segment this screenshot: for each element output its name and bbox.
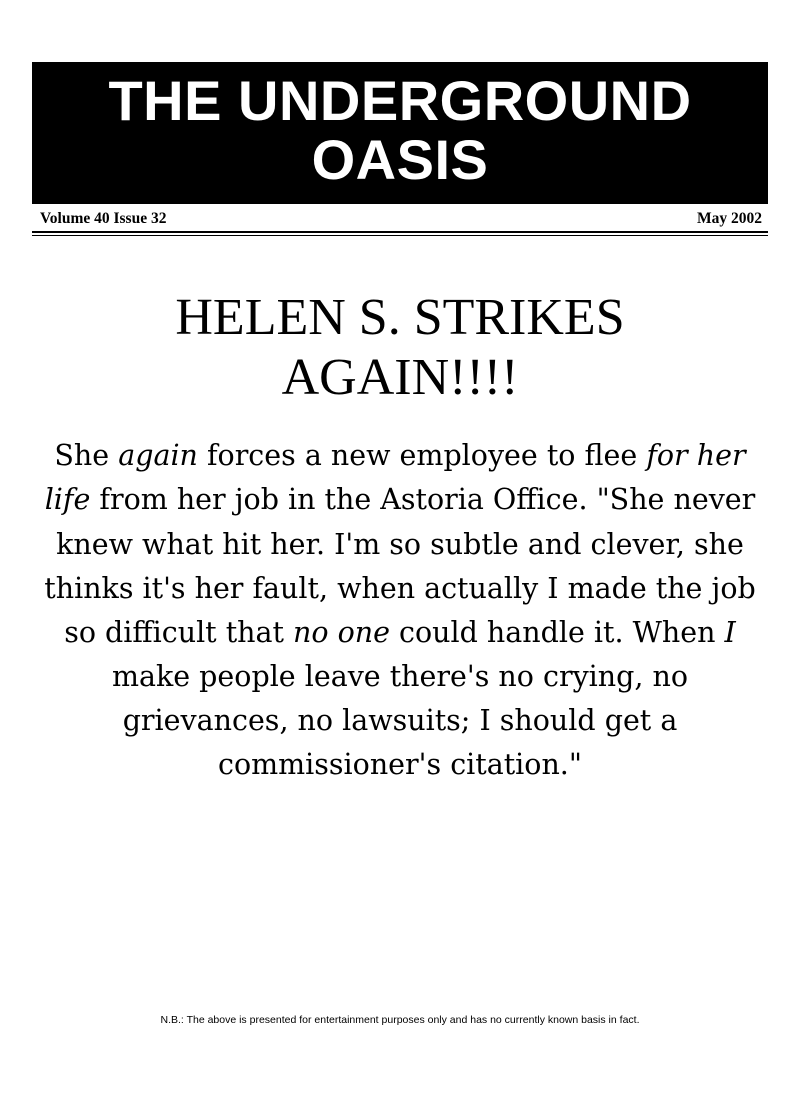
- divider-thin: [32, 235, 768, 236]
- article-text: from her job in the Astoria Office. "She never knew what hit her. I'm so subtle and clever, she thinks it's her fault, when actually I made the job so difficult that: [44, 483, 756, 649]
- article-text: make people leave there's no crying, no grievances, no lawsuits; I should get a commissioner's citation.": [111, 660, 689, 782]
- newsletter-page: [0, 62, 800, 1097]
- volume-issue-label: Volume 40 Issue 32: [40, 209, 167, 227]
- article-emphasis: no one: [293, 615, 390, 649]
- article-body: [36, 434, 764, 787]
- issue-date-label: May 2002: [696, 209, 762, 227]
- publication-title: THE UNDERGROUND OASIS: [108, 69, 692, 191]
- article-headline: HELEN S. STRIKES AGAIN!!!!: [175, 288, 625, 406]
- article-text: forces a new employee to flee: [197, 439, 647, 473]
- masthead-banner: [32, 62, 768, 204]
- article-text: She: [54, 439, 119, 473]
- disclaimer-footnote: N.B.: The above is presented for entertainment purposes only and has no currently known basis in fact.: [160, 1014, 640, 1026]
- article-emphasis: for her life: [44, 439, 746, 517]
- article-emphasis: again: [118, 439, 198, 473]
- article-emphasis: I: [724, 615, 736, 649]
- article-text: could handle it. When: [389, 615, 725, 649]
- divider-thick: [32, 231, 768, 233]
- volume-bar: [32, 210, 768, 228]
